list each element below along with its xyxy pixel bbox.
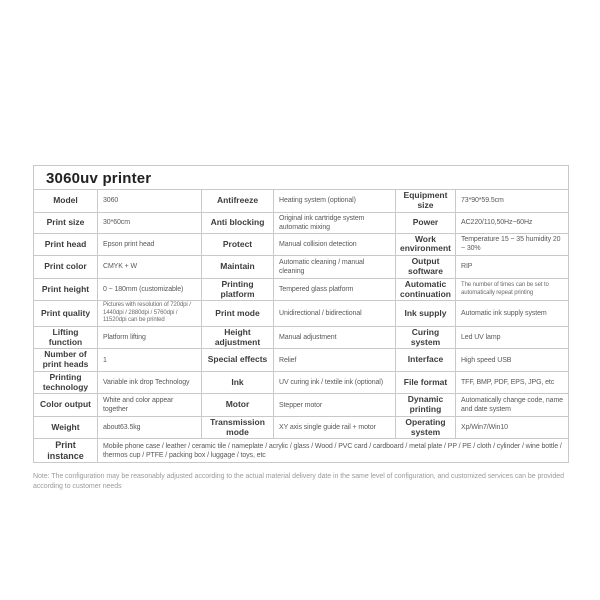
spec-label-cell: Transmission mode [202, 416, 274, 439]
spec-label-cell: Color output [34, 394, 98, 417]
spec-value-cell: Variable ink drop Technology [98, 371, 202, 394]
spec-value-cell: 3060 [98, 190, 202, 213]
spec-label-cell: Dynamic printing [396, 394, 456, 417]
spec-value-cell: about63.5kg [98, 416, 202, 439]
spec-value-cell: Manual adjustment [274, 326, 396, 349]
print-instance-value: Mobile phone case / leather / ceramic tile / nameplate / acrylic / glass / Wood / PVC card / cardboard / metal plate / PP / PE / cloth / cylinder / wine bottle / thermos cup / PTFE / packing box / luggage / toys, etc [98, 439, 569, 463]
print-instance-label: Print instance [34, 439, 98, 463]
spec-value-cell: 30*60cm [98, 212, 202, 233]
spec-value-cell: Temperature 15 ~ 35 humidity 20 ~ 30% [456, 233, 569, 256]
spec-label-cell: Print head [34, 233, 98, 256]
spec-table-body [34, 190, 569, 439]
spec-table [33, 165, 569, 463]
spec-label-cell: Print height [34, 278, 98, 301]
spec-value-cell: Pictures with resolution of 720dpi / 1440dpi / 2880dpi / 5760dpi / 11520dpi can be printed [98, 301, 202, 327]
spec-value-cell: CMYK + W [98, 256, 202, 279]
table-row [34, 212, 569, 233]
spec-value-cell: XY axis single guide rail + motor [274, 416, 396, 439]
spec-value-cell: 73*90*59.5cm [456, 190, 569, 213]
table-row [34, 256, 569, 279]
spec-value-cell: High speed USB [456, 349, 569, 372]
spec-label-cell: Printing platform [202, 278, 274, 301]
spec-value-cell: Stepper motor [274, 394, 396, 417]
spec-label-cell: Anti blocking [202, 212, 274, 233]
spec-label-cell: File format [396, 371, 456, 394]
table-row [34, 326, 569, 349]
note-text: Note: The configuration may be reasonably adjusted according to the actual material delivery date in the same level of configuration, and customized services can be provided according to customer needs [33, 473, 564, 490]
table-row [34, 190, 569, 213]
table-row [34, 394, 569, 417]
spec-label-cell: Curing system [396, 326, 456, 349]
spec-label-cell: Number of print heads [34, 349, 98, 372]
spec-value-cell: Tempered glass platform [274, 278, 396, 301]
spec-value-cell: Xp/Win7/Win10 [456, 416, 569, 439]
spec-value-cell: Unidirectional / bidirectional [274, 301, 396, 327]
spec-label-cell: Protect [202, 233, 274, 256]
spec-label-cell: Model [34, 190, 98, 213]
table-row [34, 278, 569, 301]
spec-value-cell: The number of times can be set to automatically repeat printing [456, 278, 569, 301]
spec-label-cell: Weight [34, 416, 98, 439]
spec-value-cell: Manual collision detection [274, 233, 396, 256]
spec-label-cell: Work environment [396, 233, 456, 256]
spec-label-cell: Automatic continuation [396, 278, 456, 301]
spec-value-cell: Automatically change code, name and date system [456, 394, 569, 417]
spec-value-cell: RIP [456, 256, 569, 279]
spec-label-cell: Output software [396, 256, 456, 279]
spec-label-cell: Height adjustment [202, 326, 274, 349]
spec-value-cell: Automatic cleaning / manual cleaning [274, 256, 396, 279]
spec-label-cell: Printing technology [34, 371, 98, 394]
spec-value-cell: Automatic ink supply system [456, 301, 569, 327]
spec-value-cell: TFF, BMP, PDF, EPS, JPG, etc [456, 371, 569, 394]
table-row [34, 416, 569, 439]
spec-label-cell: Motor [202, 394, 274, 417]
table-row [34, 349, 569, 372]
spec-value-cell: 0 ~ 180mm (customizable) [98, 278, 202, 301]
table-row [34, 233, 569, 256]
spec-sheet [33, 165, 568, 492]
spec-label-cell: Maintain [202, 256, 274, 279]
spec-label-cell: Interface [396, 349, 456, 372]
spec-value-cell: 1 [98, 349, 202, 372]
spec-label-cell: Print quality [34, 301, 98, 327]
spec-label-cell: Power [396, 212, 456, 233]
print-instance-row [34, 439, 569, 463]
spec-value-cell: Epson print head [98, 233, 202, 256]
spec-label-cell: Operating system [396, 416, 456, 439]
spec-value-cell: Platform lifting [98, 326, 202, 349]
table-row [34, 301, 569, 327]
spec-label-cell: Print size [34, 212, 98, 233]
spec-label-cell: Equipment size [396, 190, 456, 213]
spec-value-cell: Heating system (optional) [274, 190, 396, 213]
spec-label-cell: Antifreeze [202, 190, 274, 213]
spec-label-cell: Ink supply [396, 301, 456, 327]
spec-value-cell: UV curing ink / textile ink (optional) [274, 371, 396, 394]
spec-value-cell: AC220/110,50Hz~60Hz [456, 212, 569, 233]
title-row [34, 166, 569, 190]
spec-value-cell: White and color appear together [98, 394, 202, 417]
spec-label-cell: Print mode [202, 301, 274, 327]
spec-label-cell: Print color [34, 256, 98, 279]
table-row [34, 371, 569, 394]
spec-value-cell: Led UV lamp [456, 326, 569, 349]
spec-value-cell: Original ink cartridge system automatic mixing [274, 212, 396, 233]
spec-label-cell: Ink [202, 371, 274, 394]
spec-label-cell: Special effects [202, 349, 274, 372]
page-title: 3060uv printer [34, 166, 569, 190]
spec-value-cell: Relief [274, 349, 396, 372]
spec-label-cell: Lifting function [34, 326, 98, 349]
